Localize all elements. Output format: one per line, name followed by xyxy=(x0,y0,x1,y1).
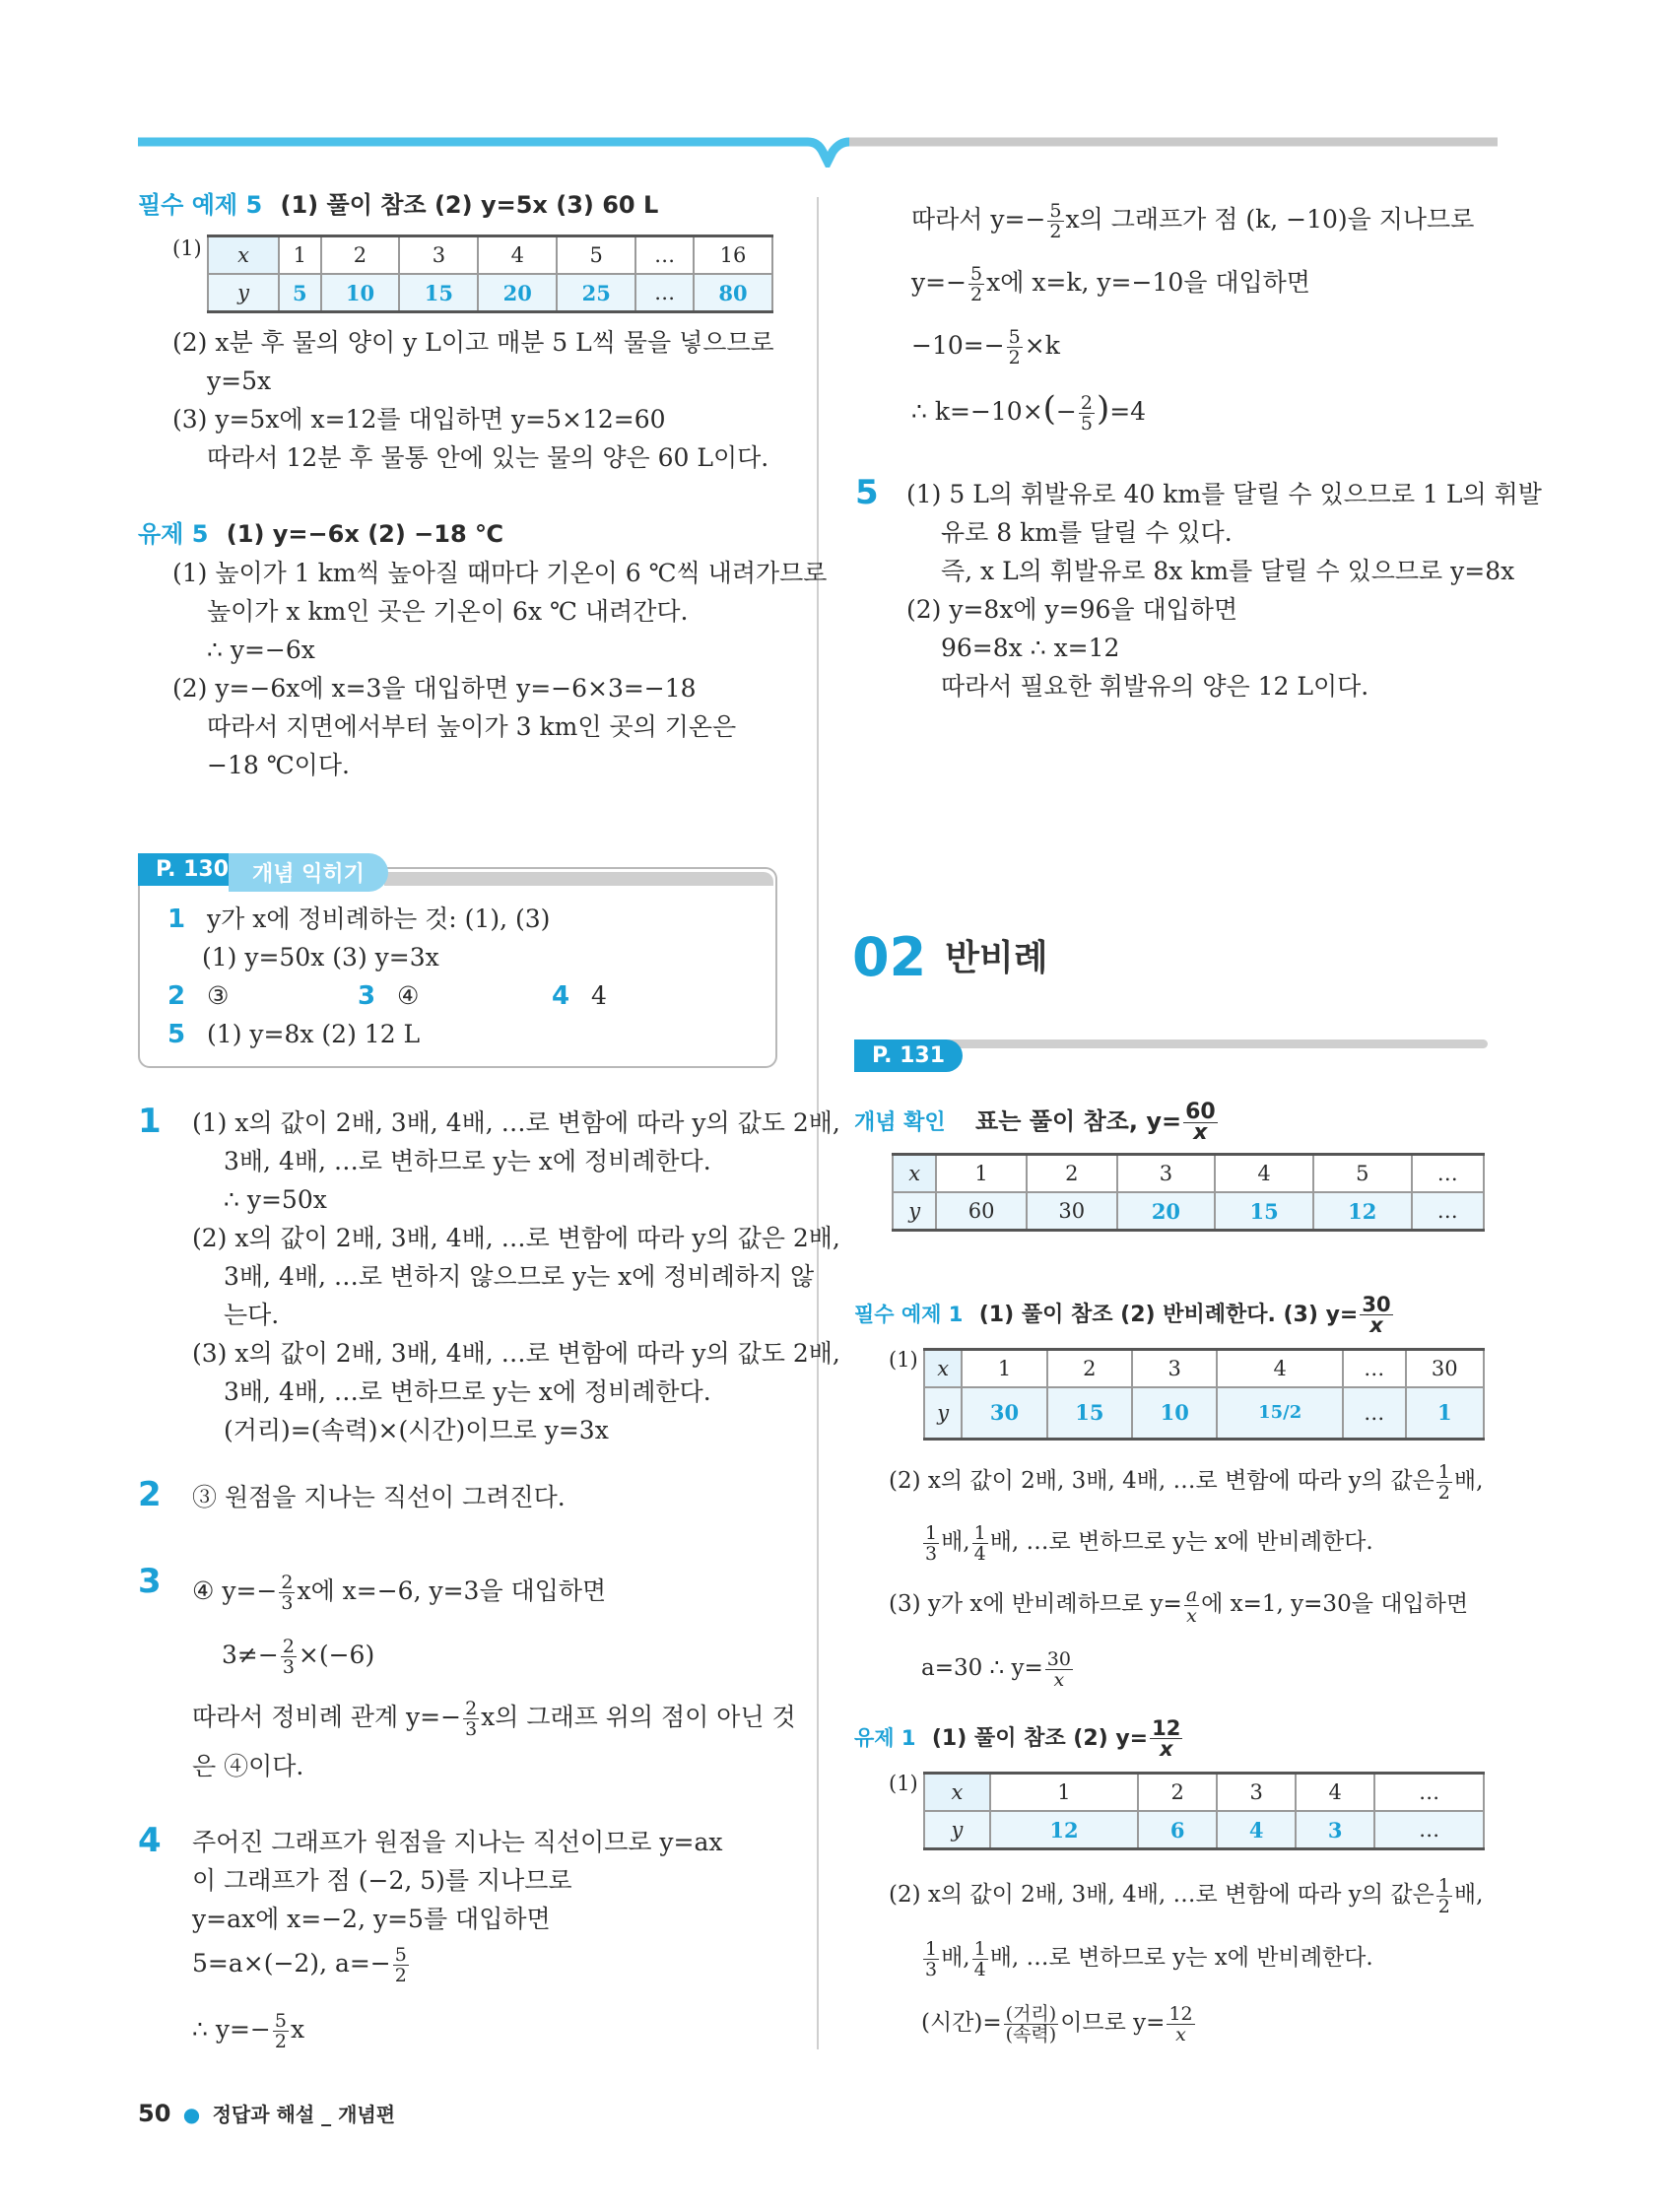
text-line: (1) 높이가 1 km씩 높아질 때마다 기온이 6 ℃씩 내려가므로 xyxy=(172,559,828,587)
numerator: 5 xyxy=(1008,326,1021,348)
text-span: y=− xyxy=(911,268,967,297)
yuje5-heading xyxy=(138,519,503,549)
text-span: (시간)= xyxy=(921,2010,1002,2036)
numerator: 1 xyxy=(925,1937,938,1960)
numerator: (거리) xyxy=(1005,2002,1057,2025)
text-span: x에 x=−6, y=3을 대입하면 xyxy=(297,1576,607,1605)
fraction xyxy=(972,1523,988,1564)
numerator: 5 xyxy=(274,2010,287,2032)
table-cell: 20 xyxy=(478,274,557,312)
table-cell: … xyxy=(1374,1774,1484,1812)
q5-number: 5 xyxy=(855,473,879,512)
text-span: ×(−6) xyxy=(298,1641,375,1669)
page-number: 50 xyxy=(138,2100,171,2127)
denominator: 3 xyxy=(925,1958,938,1980)
denominator: 2 xyxy=(1049,221,1062,242)
table-cell: 3 xyxy=(1132,1350,1217,1388)
denominator: 3 xyxy=(925,1542,938,1565)
fraction xyxy=(1184,1585,1199,1626)
denominator: 4 xyxy=(973,1542,986,1565)
text-line: 3배, 4배, …로 변하므로 y는 x에 정비례한다. xyxy=(224,1147,711,1175)
fraction xyxy=(1045,1649,1073,1690)
denominator: 2 xyxy=(1008,347,1021,369)
text-span: ∴ y=− xyxy=(192,2015,271,2044)
table-cell: 1 xyxy=(962,1350,1046,1388)
table-cell: 15 xyxy=(1047,1387,1132,1439)
text-line: 은 ④이다. xyxy=(192,1752,304,1780)
paren: ) xyxy=(1096,389,1110,429)
table-cell: 6 xyxy=(1138,1811,1217,1849)
table-cell: 80 xyxy=(694,274,772,312)
yuje1-line-2 xyxy=(889,1870,1483,1919)
text-span: a=30 ∴ y= xyxy=(921,1655,1043,1681)
text-span: x의 그래프가 점 (k, −10)을 지나므로 xyxy=(1065,205,1475,234)
denominator: 3 xyxy=(281,1592,294,1614)
item-number: 3 xyxy=(358,981,376,1011)
table-cell: 4 xyxy=(1217,1811,1296,1849)
numerator: 2 xyxy=(282,1636,295,1657)
concept-row-2 xyxy=(167,981,229,1011)
numerator: 2 xyxy=(465,1698,478,1719)
text-line: 따라서 지면에서부터 높이가 3 km인 곳의 기온은 xyxy=(207,712,737,741)
fraction xyxy=(1007,327,1023,368)
concept-row-3 xyxy=(358,981,419,1011)
yuje1-table xyxy=(923,1772,1485,1850)
cont-line-2 xyxy=(911,258,1310,307)
fraction xyxy=(463,1699,479,1739)
text-line: 즉, x L의 휘발유로 8x km를 달릴 수 있으므로 y=8x xyxy=(941,557,1515,585)
text-span: 에 x=1, y=30을 대입하면 xyxy=(1201,1591,1469,1617)
fraction xyxy=(279,1573,295,1613)
numerator: 2 xyxy=(1080,392,1093,414)
table-cell: 30 xyxy=(1406,1350,1484,1388)
ex1-line-3 xyxy=(921,1517,1373,1567)
table-cell: 4 xyxy=(478,236,557,275)
fraction xyxy=(923,1523,939,1564)
fraction xyxy=(1150,1715,1182,1761)
table-cell: 5 xyxy=(1313,1155,1412,1193)
ex5-label: 필수 예제 5 xyxy=(138,191,263,219)
numerator: 5 xyxy=(1049,200,1062,222)
denominator: 2 xyxy=(394,1965,407,1986)
text-line: 따라서 필요한 휘발유의 양은 12 L이다. xyxy=(941,672,1369,701)
cont-line-3 xyxy=(911,321,1060,370)
numerator: 1 xyxy=(1437,1874,1450,1897)
q2-number: 2 xyxy=(138,1475,162,1514)
fraction xyxy=(1167,2004,1194,2044)
yuje1-line-4 xyxy=(921,1998,1197,2047)
text-span: 이므로 y= xyxy=(1060,2010,1166,2036)
denominator: x xyxy=(1193,1119,1208,1145)
text-line: −18 ℃이다. xyxy=(207,751,350,779)
ex1-line-4 xyxy=(889,1579,1468,1629)
ex1-label: 필수 예제 1 xyxy=(854,1303,964,1326)
table-cell: y xyxy=(924,1811,990,1849)
table-cell: 4 xyxy=(1217,1350,1343,1388)
ex1-line-2 xyxy=(889,1456,1483,1506)
table-cell: 20 xyxy=(1117,1192,1216,1231)
yuje1-sub1: (1) xyxy=(889,1772,918,1795)
numerator: 30 xyxy=(1046,1647,1071,1670)
text-line: y가 x에 정비례하는 것: (1), (3) xyxy=(207,905,551,933)
table-cell: 12 xyxy=(990,1811,1138,1849)
text-line: y=5x xyxy=(207,367,272,395)
table-cell: 1 xyxy=(279,236,321,275)
text-line: (2) x의 값이 2배, 3배, 4배, …로 변함에 따라 y의 값은 2배, xyxy=(192,1224,840,1252)
text-span: 3≠− xyxy=(222,1641,279,1669)
table-cell: 15 xyxy=(1215,1192,1313,1231)
text-span: 5=a×(−2), a=− xyxy=(192,1949,391,1977)
text-span: 따라서 y=− xyxy=(911,205,1046,234)
denominator: 2 xyxy=(1437,1895,1450,1917)
table-cell: 12 xyxy=(1313,1192,1412,1231)
text-line: (3) y=5x에 x=12를 대입하면 y=5×12=60 xyxy=(172,405,666,434)
table-cell: 60 xyxy=(936,1192,1027,1231)
text-line: 96=8x ∴ x=12 xyxy=(941,634,1120,662)
q1-number: 1 xyxy=(138,1102,162,1141)
text-line: 3배, 4배, …로 변하므로 y는 x에 정비례한다. xyxy=(224,1377,711,1406)
numerator: 2 xyxy=(281,1572,294,1593)
table-cell: 10 xyxy=(1132,1387,1217,1439)
text-span: −10=− xyxy=(911,331,1005,360)
table-cell: 2 xyxy=(321,236,400,275)
concept-row-5 xyxy=(167,1020,420,1049)
table-cell: 3 xyxy=(1296,1811,1374,1849)
ex5-sub1: (1) xyxy=(172,236,202,260)
ex1-sub1: (1) xyxy=(889,1348,918,1372)
cont-line-1 xyxy=(911,195,1474,244)
denominator: 2 xyxy=(274,2031,287,2052)
table-cell: y xyxy=(208,274,279,312)
yuje5-label: 유제 5 xyxy=(138,520,209,548)
header-rule xyxy=(138,128,1498,168)
concept-check-table xyxy=(892,1153,1485,1232)
numerator: 12 xyxy=(1168,2002,1193,2025)
yuje1-heading xyxy=(854,1709,1184,1767)
book-title: 정답과 해설 _ 개념편 xyxy=(212,2103,396,2126)
denominator: x xyxy=(1053,1668,1065,1691)
denominator: 3 xyxy=(282,1656,295,1678)
table-cell: 25 xyxy=(557,274,635,312)
text-span: 배, …로 변하므로 y는 x에 반비례한다. xyxy=(989,1945,1373,1971)
text-span: ×k xyxy=(1024,331,1060,360)
text-line: (2) y=−6x에 x=3을 대입하면 y=−6×3=−18 xyxy=(172,674,697,703)
ex1-line-5 xyxy=(921,1643,1075,1693)
table-cell: 3 xyxy=(399,236,478,275)
denominator: x xyxy=(1186,1604,1197,1627)
fraction xyxy=(393,1945,409,1985)
text-line: 따라서 12분 후 물통 안에 있는 물의 양은 60 L이다. xyxy=(207,443,769,472)
fraction xyxy=(968,264,984,304)
table-cell: 3 xyxy=(1117,1155,1216,1193)
text-line: ∴ y=−6x xyxy=(207,636,315,664)
numerator: 1 xyxy=(1437,1460,1450,1483)
denominator: 5 xyxy=(1080,413,1093,435)
cont-line-4: ∴ k=−10×(− $\frac{2}{5}$ )=4 xyxy=(911,389,1147,435)
text-line: (2) y=8x에 y=96을 대입하면 xyxy=(906,595,1238,624)
concept-title-pill: 개념 익히기 xyxy=(229,853,388,892)
table-cell: 10 xyxy=(321,274,400,312)
answer: 4 xyxy=(591,981,607,1010)
numerator: 30 xyxy=(1362,1292,1391,1316)
text-span: 배, xyxy=(1453,1468,1484,1494)
fraction xyxy=(281,1637,297,1677)
text-span: 배, …로 변하므로 y는 x에 반비례한다. xyxy=(989,1529,1373,1555)
q3-number: 3 xyxy=(138,1562,162,1601)
text-span: x의 그래프 위의 점이 아닌 것 xyxy=(481,1703,796,1731)
q3-line-1 xyxy=(192,1567,606,1616)
table-cell: … xyxy=(1343,1350,1406,1388)
text-line: 유로 8 km를 달릴 수 있다. xyxy=(941,518,1233,547)
fraction xyxy=(1079,393,1095,434)
text-line: 주어진 그래프가 원점을 지나는 직선이므로 y=ax xyxy=(192,1828,723,1856)
item-number: 2 xyxy=(167,981,186,1011)
denominator: 3 xyxy=(465,1718,478,1740)
table-cell: 30 xyxy=(962,1387,1046,1439)
fraction xyxy=(923,1939,939,1979)
text-span: 배, xyxy=(1453,1882,1484,1908)
item-number: 5 xyxy=(167,1020,186,1049)
ex1-table xyxy=(923,1348,1485,1441)
concept-check-text: 표는 풀이 참조, y= xyxy=(975,1107,1182,1135)
denominator: 2 xyxy=(970,284,983,305)
text-line: 3배, 4배, …로 변하지 않으므로 y는 x에 정비례하지 않 xyxy=(224,1262,815,1291)
text-line: (1) y=50x (3) y=3x xyxy=(202,943,439,972)
concept-page-pill: P. 130 xyxy=(138,853,246,886)
text-span: ∴ k=−10× xyxy=(911,397,1043,426)
text-span: x xyxy=(290,2015,305,2044)
table-cell: 2 xyxy=(1138,1774,1217,1812)
text-line: ③ 원점을 지나는 직선이 그려진다. xyxy=(192,1483,566,1511)
denominator: x xyxy=(1159,1736,1173,1761)
denominator: 4 xyxy=(973,1958,986,1980)
numerator: 1 xyxy=(973,1937,986,1960)
numerator: 5 xyxy=(970,263,983,285)
table-cell: 5 xyxy=(557,236,635,275)
concept-check-label: 개념 확인 xyxy=(854,1110,946,1135)
numerator: 1 xyxy=(973,1521,986,1544)
text-line: (거리)=(속력)×(시간)이므로 y=3x xyxy=(224,1416,609,1444)
answer: (1) y=8x (2) 12 L xyxy=(207,1020,421,1048)
yuje1-label: 유제 1 xyxy=(854,1726,916,1750)
fraction xyxy=(972,1939,988,1979)
fraction xyxy=(1436,1462,1452,1503)
paren: ( xyxy=(1042,389,1056,429)
section-number: 02 xyxy=(852,926,927,988)
ex5-table xyxy=(207,235,773,313)
ex5-heading xyxy=(138,190,658,220)
table-cell: 5 xyxy=(279,274,321,312)
table-cell: x xyxy=(924,1350,962,1388)
concept-row-4 xyxy=(552,981,607,1011)
table-cell: y xyxy=(893,1192,936,1231)
table-cell: 4 xyxy=(1215,1155,1313,1193)
p131-rule xyxy=(926,1039,1488,1048)
text-span: 배, xyxy=(941,1529,970,1555)
concept-check-heading xyxy=(854,1094,1220,1151)
q3-line-3 xyxy=(192,1693,796,1742)
table-cell: 15/2 xyxy=(1217,1387,1343,1439)
section-heading xyxy=(852,926,1048,988)
table-cell: 30 xyxy=(1027,1192,1117,1231)
q4-line-5 xyxy=(192,2005,304,2054)
denominator: (속력) xyxy=(1005,2023,1057,2045)
text-line: (3) x의 값이 2배, 3배, 4배, …로 변함에 따라 y의 값도 2배, xyxy=(192,1339,840,1368)
denominator: 2 xyxy=(1437,1481,1450,1504)
text-span: 따라서 정비례 관계 y=− xyxy=(192,1703,462,1731)
fraction xyxy=(1004,2004,1059,2044)
table-cell: 2 xyxy=(1027,1155,1117,1193)
text-span: =4 xyxy=(1109,397,1147,426)
fraction xyxy=(1047,201,1063,241)
numerator: 5 xyxy=(394,1944,407,1966)
numerator: 1 xyxy=(925,1521,938,1544)
denominator: x xyxy=(1369,1312,1383,1337)
q3-line-2 xyxy=(222,1631,374,1680)
table-cell: x xyxy=(924,1774,990,1812)
bullet-icon: ● xyxy=(182,2103,201,2126)
text-line: 는다. xyxy=(224,1301,280,1329)
fraction xyxy=(1360,1292,1392,1337)
text-span: (3) y가 x에 반비례하므로 y= xyxy=(889,1591,1182,1617)
concept-row-1 xyxy=(167,905,550,934)
table-cell: … xyxy=(1343,1387,1406,1439)
ex1-answer: (1) 풀이 참조 (2) 반비례한다. (3) y= xyxy=(978,1303,1359,1327)
text-line: 이 그래프가 점 (−2, 5)를 지나므로 xyxy=(192,1866,572,1895)
table-cell: x xyxy=(893,1155,936,1193)
text-line: y=ax에 x=−2, y=5를 대입하면 xyxy=(192,1905,551,1933)
p131-pill: P. 131 xyxy=(854,1039,963,1072)
table-cell: 1 xyxy=(936,1155,1027,1193)
numerator: 12 xyxy=(1152,1715,1181,1740)
table-cell: … xyxy=(635,236,694,275)
table-cell: 15 xyxy=(399,274,478,312)
table-cell: 4 xyxy=(1296,1774,1374,1812)
text-line: 높이가 x km인 곳은 기온이 6x ℃ 내려간다. xyxy=(207,597,689,626)
item-number: 4 xyxy=(552,981,570,1011)
yuje1-line-3 xyxy=(921,1933,1373,1982)
table-cell: 1 xyxy=(990,1774,1138,1812)
text-span: ④ y=− xyxy=(192,1576,278,1605)
table-cell: … xyxy=(635,274,694,312)
text-line: ∴ y=50x xyxy=(224,1185,327,1214)
table-cell: … xyxy=(1412,1155,1484,1193)
q4-line-4 xyxy=(192,1939,411,1988)
yuje5-answer: (1) y=−6x (2) −18 ℃ xyxy=(226,520,504,548)
table-cell: 2 xyxy=(1047,1350,1132,1388)
text-span: x에 x=k, y=−10을 대입하면 xyxy=(986,268,1310,297)
table-cell: … xyxy=(1374,1811,1484,1849)
text-span: (2) x의 값이 2배, 3배, 4배, …로 변함에 따라 y의 값은 xyxy=(889,1882,1434,1908)
ex1-heading xyxy=(854,1286,1395,1343)
item-number: 1 xyxy=(167,905,186,934)
text-line: (1) x의 값이 2배, 3배, 4배, …로 변함에 따라 y의 값도 2배, xyxy=(192,1108,840,1137)
concept-box-bar xyxy=(384,872,773,886)
denominator: x xyxy=(1175,2023,1186,2045)
table-cell: 3 xyxy=(1217,1774,1296,1812)
table-cell: 1 xyxy=(1406,1387,1484,1439)
ex5-answer: (1) 풀이 참조 (2) y=5x (3) 60 L xyxy=(280,191,659,219)
footer xyxy=(138,2099,395,2129)
table-cell: 16 xyxy=(694,236,772,275)
text-span: (2) x의 값이 2배, 3배, 4배, …로 변함에 따라 y의 값은 xyxy=(889,1468,1434,1494)
fraction xyxy=(1436,1876,1452,1916)
answer: ③ xyxy=(207,981,230,1010)
text-line: (1) 5 L의 휘발유로 40 km를 달릴 수 있으므로 1 L의 휘발 xyxy=(906,480,1542,508)
answer: ④ xyxy=(397,981,420,1010)
text-span: 배, xyxy=(941,1945,970,1971)
numerator: a xyxy=(1185,1583,1198,1606)
text-line: (2) x분 후 물의 양이 y L이고 매분 5 L씩 물을 넣으므로 xyxy=(172,328,774,357)
table-cell: x xyxy=(208,236,279,275)
yuje1-answer: (1) 풀이 참조 (2) y= xyxy=(931,1726,1149,1751)
section-title: 반비례 xyxy=(945,938,1048,978)
q4-number: 4 xyxy=(138,1821,162,1860)
fraction xyxy=(273,2011,289,2051)
table-cell: … xyxy=(1412,1192,1484,1231)
numerator: 60 xyxy=(1185,1099,1216,1124)
table-cell: y xyxy=(924,1387,962,1439)
fraction xyxy=(1183,1099,1218,1145)
